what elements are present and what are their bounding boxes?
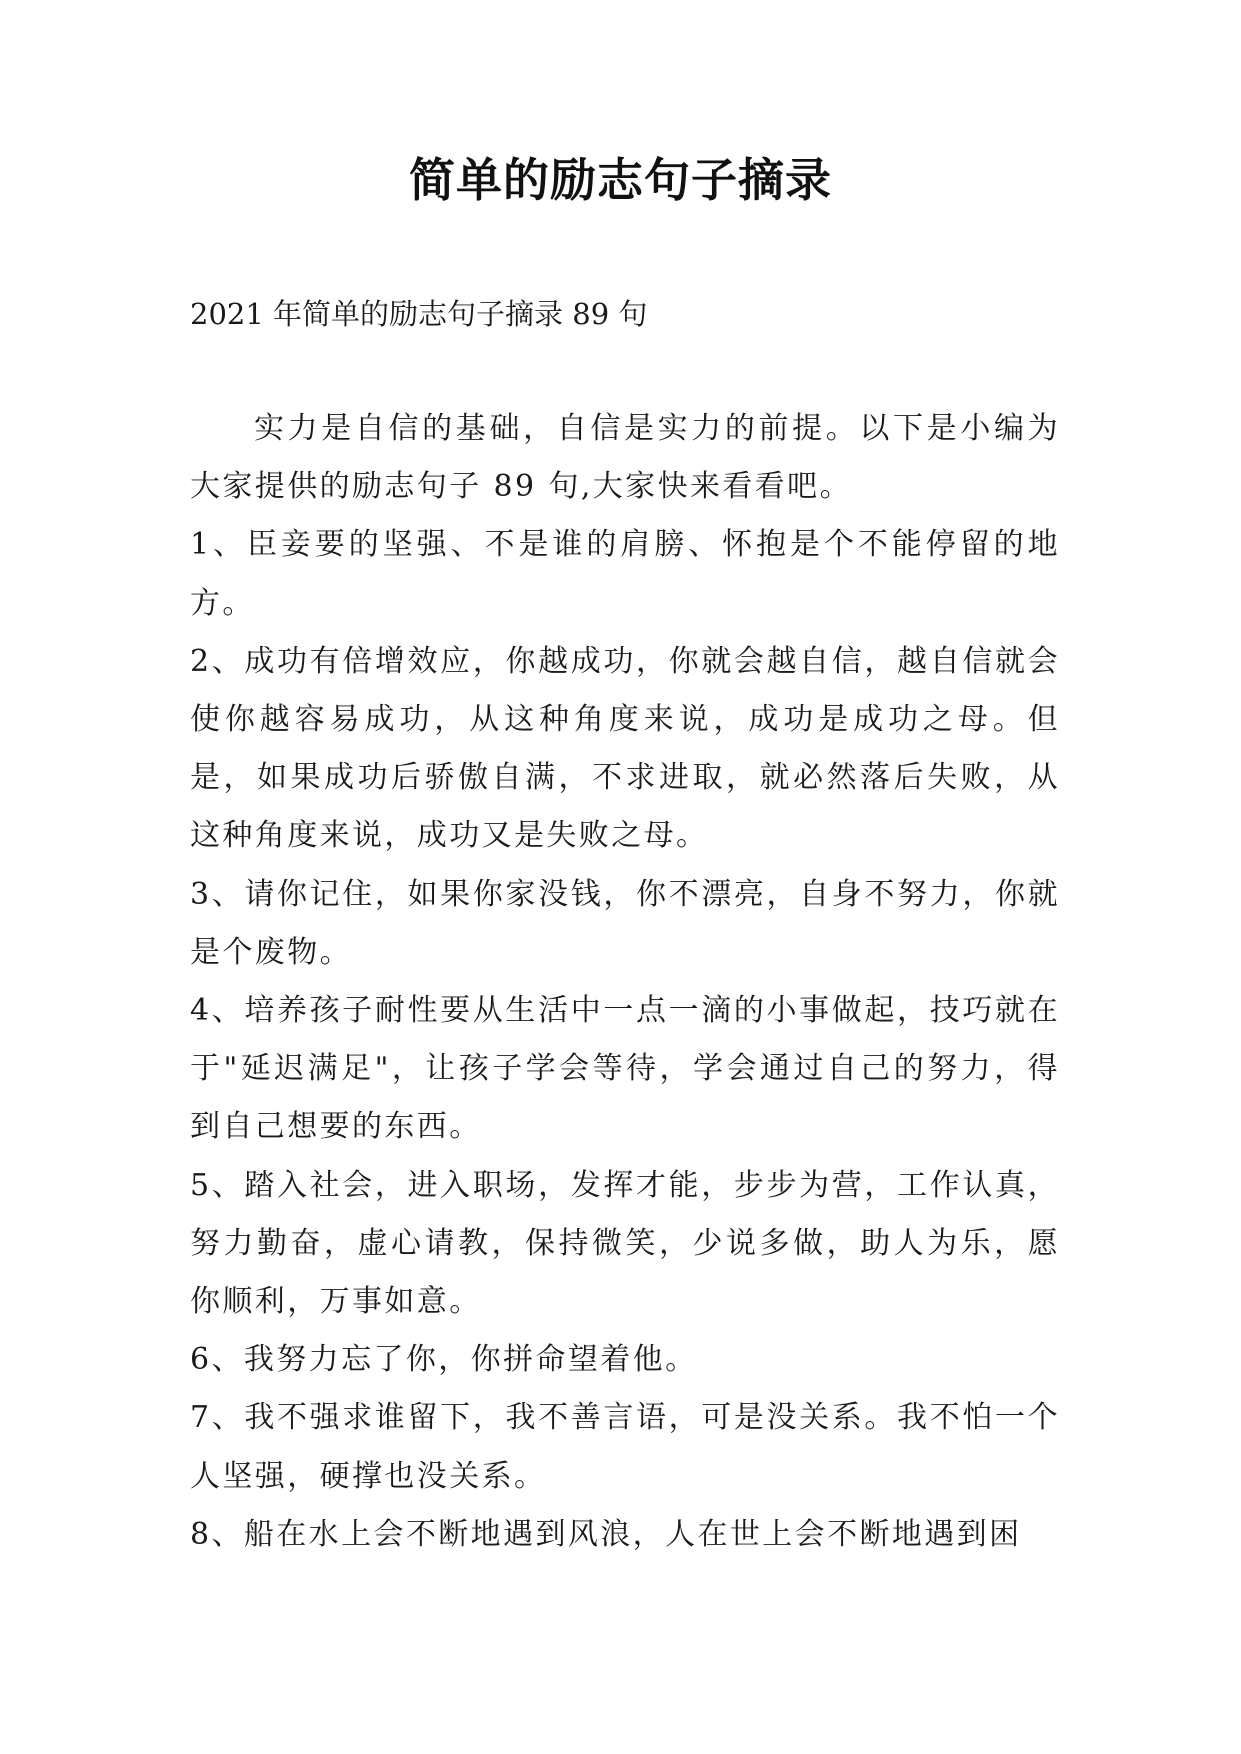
list-item: 4、培养孩子耐性要从生活中一点一滴的小事做起，技巧就在于"延迟满足"，让孩子学会等待，学会通过自己的努力，得到自己想要的东西。 [190,993,1060,1145]
document-subtitle: 2021 年简单的励志句子摘录 89 句 [190,297,648,331]
list-item: 2、成功有倍增效应，你越成功，你就会越自信，越自信就会使你越容易成功，从这种角度来说，成功是成功之母。但是，如果成功后骄傲自满，不求进取，就必然落后失败，从这种角度来说，成功又是失败之母。 [190,643,1060,854]
intro-paragraph: 实力是自信的基础，自信是实力的前提。以下是小编为大家提供的励志句子 89 句,大家快来看看吧。 [190,411,1060,505]
document-title: 简单的励志句子摘录 [409,153,832,207]
document-body [190,400,1060,1564]
list-item: 1、臣妾要的坚强、不是谁的肩膀、怀抱是个不能停留的地方。 [190,527,1060,621]
list-item: 7、我不强求谁留下，我不善言语，可是没关系。我不怕一个人坚强，硬撑也没关系。 [190,1400,1060,1494]
list-item: 6、我努力忘了你，你拼命望着他。 [190,1342,698,1378]
list-item: 8、船在水上会不断地遇到风浪，人在世上会不断地遇到困 [190,1516,1022,1552]
list-item: 5、踏入社会，进入职场，发挥才能，步步为营，工作认真，努力勤奋，虚心请教，保持微笑，少说多做，助人为乐，愿你顺利，万事如意。 [190,1167,1060,1320]
list-item: 3、请你记住，如果你家没钱，你不漂亮，自身不努力，你就是个废物。 [190,876,1060,970]
